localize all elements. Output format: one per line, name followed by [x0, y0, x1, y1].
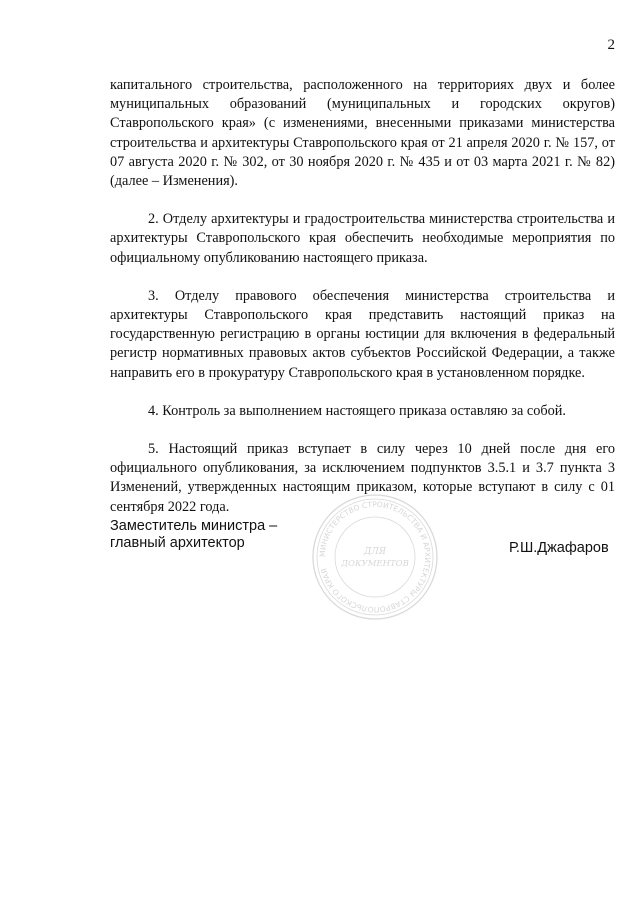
official-stamp — [310, 492, 440, 622]
paragraph-continuation: капитального строительства, расположенного на территориях двух и более муниципальных образований (муниципальных и городских округов) Ставропольского края» (с изменениями, внесенными приказами министерства строительства и архитектуры Ставропольского края от 21 апреля 2020 г. № 157, от 07 августа 2020 г. № 302, от 30 ноября 2020 г. № 435 и от 03 марта 2021 г. № 82) (далее – Изменения). — [110, 77, 615, 190]
paragraph-5: 5. Настоящий приказ вступает в силу через 10 дней после дня его официального опубликования, за исключением подпунктов 3.5.1 и 3.7 пункта 3 Изменений, утвержденных настоящим приказом, которые вступают в силу с 01 сентября 2022 года. — [110, 441, 615, 515]
paragraph-2: 2. Отделу архитектуры и градостроительства министерства строительства и архитектуры Ставропольского края обеспечить необходимые мероприятия по официальному опубликованию настоящего приказа. — [110, 211, 615, 266]
stamp-center-text-2: ДОКУМЕНТОВ — [341, 559, 409, 569]
signatory-position — [110, 518, 277, 552]
signatory-name: Р.Ш.Джафаров — [509, 540, 609, 556]
paragraph-3: 3. Отделу правового обеспечения министерства строительства и архитектуры Ставропольского края представить настоящий приказ на государственную регистрацию в органы юстиции для включения в федеральный регистр нормативных правовых актов субъектов Российской Федерации, а также направить его в прокуратуру Ставропольского края в установленном порядке. — [110, 287, 615, 381]
stamp-center-text-1: ДЛЯ — [363, 547, 387, 557]
page-number: 2 — [607, 37, 615, 53]
signatory-position-line-2: главный архитектор — [110, 535, 245, 551]
signatory-position-line-1: Заместитель министра – — [110, 518, 278, 534]
stamp-ring-text: МИНИСТЕРСТВО СТРОИТЕЛЬСТВА И АРХИТЕКТУРЫ СТАВРОПОЛЬСКОГО КРАЯ — [317, 499, 433, 615]
paragraph-4: 4. Контроль за выполнением настоящего приказа оставляю за собой. — [148, 402, 567, 419]
document-body — [110, 76, 615, 536]
